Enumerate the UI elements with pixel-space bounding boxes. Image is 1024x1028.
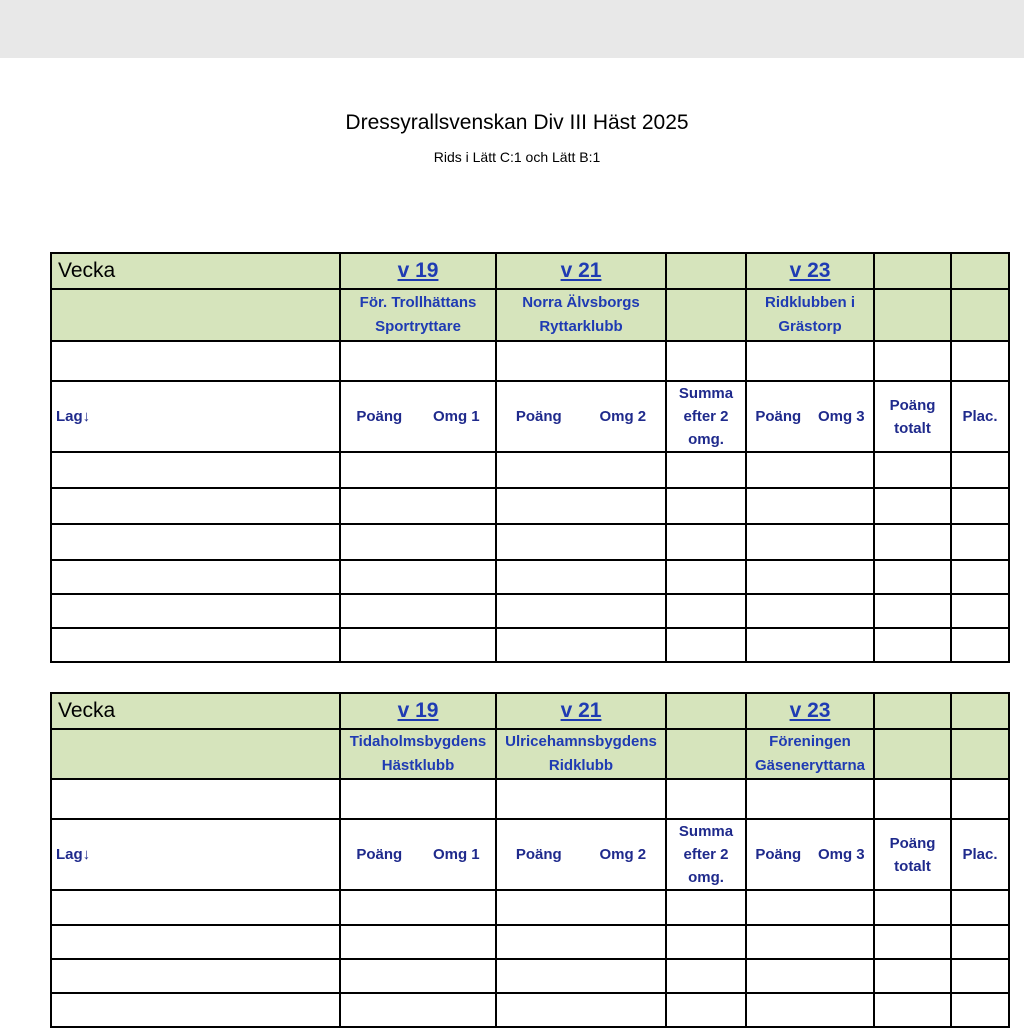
empty-cell xyxy=(951,253,1009,289)
week-cell xyxy=(496,253,666,289)
host-club: Ulricehamnsbygdens Ridklubb xyxy=(496,729,666,779)
input-cell[interactable] xyxy=(874,341,951,381)
table-row xyxy=(51,628,1009,662)
empty-cell xyxy=(666,693,746,729)
input-cell[interactable] xyxy=(746,341,874,381)
empty-cell xyxy=(951,289,1009,341)
host-club: Norra Älvsborgs Ryttarklubb xyxy=(496,289,666,341)
table-row xyxy=(51,452,1009,488)
plac-header: Plac. xyxy=(951,819,1009,890)
host-club: Tidaholmsbygdens Hästklubb xyxy=(340,729,496,779)
week-link-v23[interactable]: v 23 xyxy=(789,259,831,282)
input-cell[interactable] xyxy=(340,341,496,381)
totalt-header: Poäng totalt xyxy=(874,819,951,890)
input-cell[interactable] xyxy=(666,779,746,819)
host-club: För. Trollhättans Sportryttare xyxy=(340,289,496,341)
input-cell[interactable] xyxy=(340,779,496,819)
table-row xyxy=(51,524,1009,560)
input-cell[interactable] xyxy=(666,341,746,381)
table-row xyxy=(51,890,1009,925)
input-cell[interactable] xyxy=(874,779,951,819)
page-subtitle: Rids i Lätt C:1 och Lätt B:1 xyxy=(433,149,601,165)
team-cell[interactable] xyxy=(51,890,340,925)
empty-cell xyxy=(951,693,1009,729)
empty-cell xyxy=(666,289,746,341)
empty-cell xyxy=(51,729,340,779)
team-cell[interactable] xyxy=(51,594,340,628)
team-cell[interactable] xyxy=(51,959,340,993)
host-club: Föreningen Gäseneryttarna xyxy=(746,729,874,779)
table-row xyxy=(51,925,1009,959)
empty-cell xyxy=(874,289,951,341)
week-link-v21[interactable]: v 21 xyxy=(560,699,602,722)
totalt-header: Poäng totalt xyxy=(874,381,951,452)
top-toolbar xyxy=(0,0,1024,58)
week-link-v21[interactable]: v 21 xyxy=(560,259,602,282)
round-2-header: Poäng Omg 2 xyxy=(496,381,666,452)
score-table-1 xyxy=(50,252,1010,663)
round-3-header: Poäng Omg 3 xyxy=(746,381,874,452)
week-cell xyxy=(746,693,874,729)
team-cell[interactable] xyxy=(51,560,340,594)
input-cell[interactable] xyxy=(951,779,1009,819)
empty-cell xyxy=(874,253,951,289)
input-cell[interactable] xyxy=(746,779,874,819)
empty-cell xyxy=(666,253,746,289)
vecka-label: Vecka xyxy=(51,693,340,729)
round-1-header: Poäng Omg 1 xyxy=(340,381,496,452)
input-cell[interactable] xyxy=(496,779,666,819)
empty-cell xyxy=(666,729,746,779)
score-table-2 xyxy=(50,692,1010,1028)
team-cell[interactable] xyxy=(51,993,340,1027)
plac-header: Plac. xyxy=(951,381,1009,452)
table-row xyxy=(51,993,1009,1027)
team-cell[interactable] xyxy=(51,524,340,560)
team-cell[interactable] xyxy=(51,925,340,959)
table-row xyxy=(51,560,1009,594)
week-link-v19[interactable]: v 19 xyxy=(397,699,439,722)
summa-header: Summa efter 2 omg. xyxy=(666,381,746,452)
round-2-header: Poäng Omg 2 xyxy=(496,819,666,890)
week-cell xyxy=(340,253,496,289)
week-cell xyxy=(340,693,496,729)
page-title: Dressyrallsvenskan Div III Häst 2025 xyxy=(345,111,689,134)
input-cell[interactable] xyxy=(951,341,1009,381)
input-cell[interactable] xyxy=(496,341,666,381)
week-cell xyxy=(746,253,874,289)
empty-cell xyxy=(874,693,951,729)
empty-cell xyxy=(51,289,340,341)
team-cell[interactable] xyxy=(51,628,340,662)
table-row xyxy=(51,594,1009,628)
round-1-header: Poäng Omg 1 xyxy=(340,819,496,890)
week-link-v23[interactable]: v 23 xyxy=(789,699,831,722)
empty-cell xyxy=(951,729,1009,779)
table-row xyxy=(51,959,1009,993)
summa-header: Summa efter 2 omg. xyxy=(666,819,746,890)
host-club: Ridklubben i Grästorp xyxy=(746,289,874,341)
team-cell[interactable] xyxy=(51,452,340,488)
week-link-v19[interactable]: v 19 xyxy=(397,259,439,282)
team-cell[interactable] xyxy=(51,488,340,524)
vecka-label: Vecka xyxy=(51,253,340,289)
empty-cell xyxy=(874,729,951,779)
lag-header: Lag↓ xyxy=(51,819,340,890)
round-3-header: Poäng Omg 3 xyxy=(746,819,874,890)
table-row xyxy=(51,488,1009,524)
input-cell[interactable] xyxy=(51,779,340,819)
input-cell[interactable] xyxy=(51,341,340,381)
lag-header: Lag↓ xyxy=(51,381,340,452)
week-cell xyxy=(496,693,666,729)
